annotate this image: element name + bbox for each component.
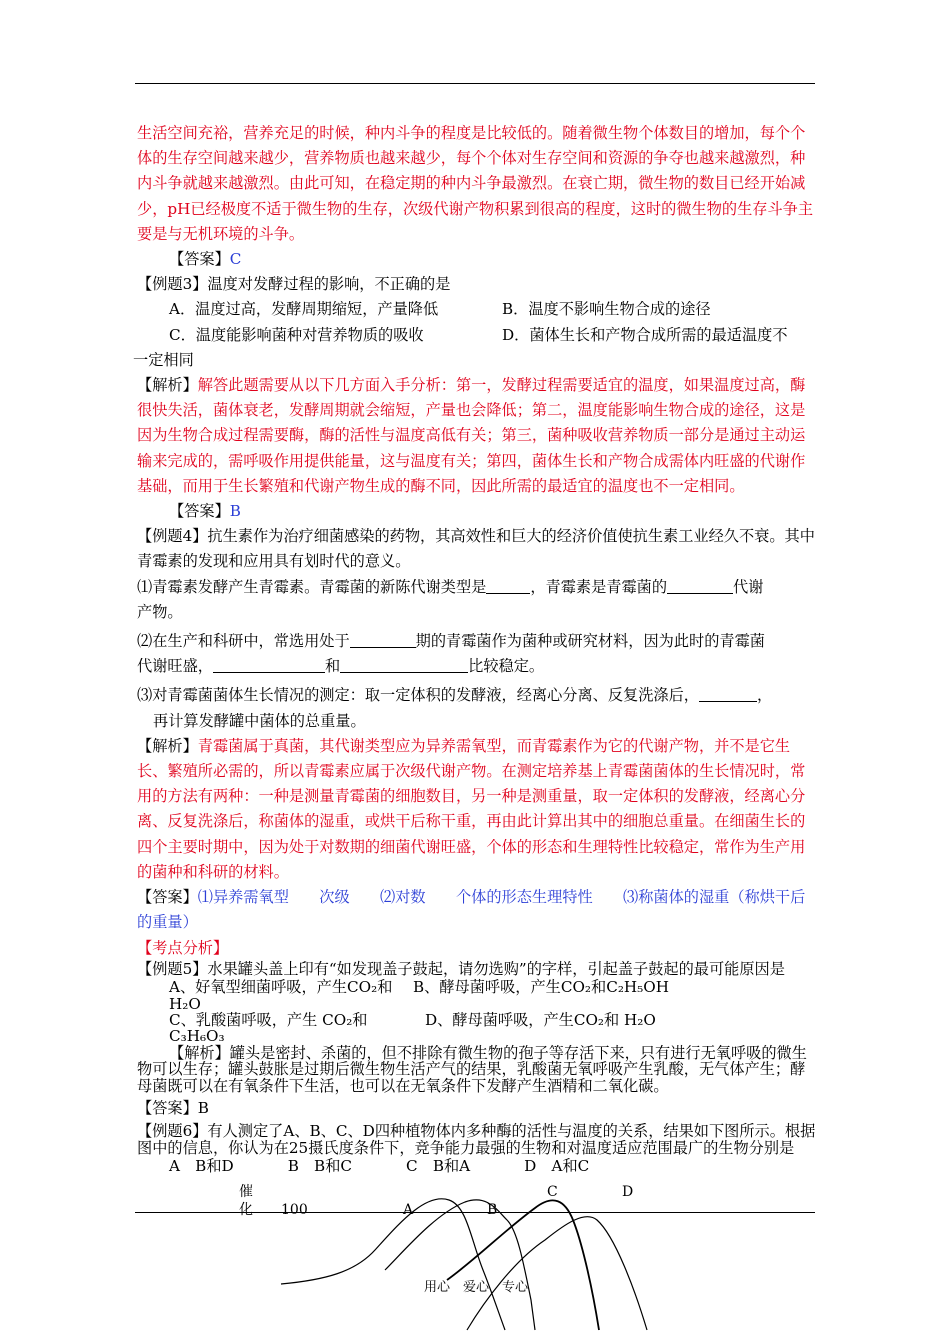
example-4-q2: ⑵在生产和科研中，常选用处于 期的青霉菌作为菌种或研究材料，因为此时的青霉菌 代谢旺盛， 和 比较稳定。 [137, 632, 765, 676]
example-3-answer: 【答案】B [169, 502, 241, 521]
curve-label-c: C [547, 1184, 558, 1200]
example-4-answer: 【答案】⑴异养需氧型 次级 ⑵对数 个体的形态生理特性 ⑶称菌体的湿重（称烘干后的重量） [137, 888, 806, 932]
example-6-stem: 【例题6】有人测定了A、B、C、D四种植物体内多种酶的活性与温度的关系，结果如下图所示。根据图中的信息，你认为在25摄氏度条件下，竞争能力最强的生物和对温度适应范围最广的生物分别是 [137, 1122, 816, 1157]
blank [667, 578, 733, 594]
example-4-stem: 【例题4】抗生素作为治疗细菌感染的药物，其高效性和巨大的经济价值使抗生素工业经久不衰。其中青霉素的发现和应用具有划时代的意义。 [137, 527, 815, 571]
curve-label-b: B [487, 1202, 498, 1218]
example-5 [137, 961, 819, 1094]
page-body [133, 121, 819, 1175]
curve-a [281, 1199, 505, 1330]
example-6 [137, 1123, 819, 1174]
example-4-analysis: 【解析】青霉菌属于真菌，其代谢类型应为异养需氧型，而青霉素作为它的代谢产物，并不是它生长、繁殖所必需的，所以青霉素应属于次级代谢产物。在测定培养基上青霉菌菌体的生长情况时，常用的方法有两种：一种是测量青霉菌的细胞数目，另一种是测重量，取一定体积的发酵液，经离心分离、反复洗涤后，称菌体的湿重，或烘干后称干重，再由此计算出其中的细胞总重量。在细菌生长的四个主要时期中，因为处于对数期的细菌代谢旺盛，个体的形态和生理特性比较稳定，常作为生产用的菌种和科研的材料。 [137, 736, 806, 881]
example-5-options-ab: A、好氧型细菌呼吸，产生CO₂和H₂O B、酵母菌呼吸，产生CO₂和C₂H₅OH [169, 978, 669, 1013]
example-3-options-cd [137, 323, 819, 348]
exam-point-heading: 【考点分析】 [137, 938, 229, 957]
y-axis-label-2: 化 [239, 1202, 253, 1218]
header-rule [135, 83, 815, 84]
option-c: C．温度能影响菌种对营养物质的吸收 [169, 325, 424, 344]
curves-svg [235, 1180, 655, 1344]
blank [340, 657, 468, 673]
footer-text: 用心 爱心 专心 [424, 1280, 529, 1295]
blank [486, 578, 530, 594]
curve-d [467, 1217, 647, 1330]
option-d-continued: 一定相同 [133, 350, 194, 369]
example-5-stem: 【例题5】水果罐头盖上印有“如发现盖子鼓起，请勿选购”的字样，引起盖子鼓起的最可能原因是 [137, 959, 785, 978]
analysis-continued: 生活空间充裕，营养充足的时候，种内斗争的程度是比较低的。随着微生物个体数目的增加，每个个体的生存空间越来越少，营养物质也越来越少，每个个体对生存空间和资源的争夺也越来越激烈，种内斗争就越来越激烈。由此可知，在稳定期的种内斗争最激烈。在衰亡期，微生物的数目已经开始减少，pH已经极度不适于微生物的生存，次级代谢产物积累到很高的程度，这时的微生物的生存斗争主要是与无机环境的斗争。 [137, 124, 814, 243]
curve-b [385, 1200, 535, 1330]
answer-2: 【答案】C [169, 250, 242, 269]
option-d: D．菌体生长和产物合成所需的最适温度不 [502, 325, 788, 344]
blank [350, 632, 416, 648]
example-3-options-ab [137, 297, 819, 322]
example-6-options: A B和D B B和C C B和A D A和C [169, 1156, 590, 1175]
curve-label-d: D [622, 1184, 634, 1200]
example-3-stem: 【例题3】温度对发酵过程的影响，不正确的是 [137, 275, 451, 294]
option-b: B．温度不影响生物合成的途径 [502, 300, 711, 319]
enzyme-temperature-figure [235, 1180, 655, 1344]
option-a: A．温度过高，发酵周期缩短，产量降低 [169, 300, 439, 319]
example-5-analysis: 【解析】罐头是密封、杀菌的，但不排除有微生物的孢子等存活下来，只有进行无氧呼吸的微生物可以生存；罐头鼓胀是过期后微生物生活产气的结果，乳酸菌无氧呼吸产生乳酸，无气体产生；酵母菌既可以在有氧条件下生活，也可以在无氧条件下发酵产生酒精和二氧化碳。 [137, 1043, 807, 1095]
y-axis-label-1: 催 [239, 1184, 253, 1200]
example-3-analysis: 【解析】解答此题需要从以下几方面入手分析：第一，发酵过程需要适宜的温度，如果温度过高，酶很快失活，菌体衰老，发酵周期就会缩短，产量也会降低；第二，温度能影响生物合成的途径，这是因为生物合成过程需要酶，酶的活性与温度高低有关；第三，菌种吸收营养物质一部分是通过主动运输来完成的，需呼吸作用提供能量，这与温度有关；第四，菌体生长和产物合成需体内旺盛的代谢作基础，而用于生长繁殖和代谢产物生成的酶不同，因此所需的最适宜的温度也不一定相同。 [137, 376, 806, 495]
example-4-q3: ⑶对青霉菌菌体生长情况的测定：取一定体积的发酵液，经离心分离、反复洗涤后， ， 再计算发酵罐中菌体的总重量。 [137, 686, 773, 730]
example-4-q1: ⑴青霉素发酵产生青霉素。青霉菌的新陈代谢类型是 ，青霉素是青霉菌的 代谢 产物。 [137, 577, 764, 621]
blank [213, 657, 325, 673]
y-axis-tick-100: 100 [281, 1202, 308, 1218]
blank [699, 686, 757, 702]
example-5-answer: 【答案】B [137, 1098, 209, 1117]
curve-label-a: A [403, 1202, 414, 1218]
example-5-options-cd: C、乳酸菌呼吸，产生 CO₂和 C₃H₆O₃ D、酵母菌呼吸，产生CO₂和 H₂O [169, 1010, 656, 1046]
